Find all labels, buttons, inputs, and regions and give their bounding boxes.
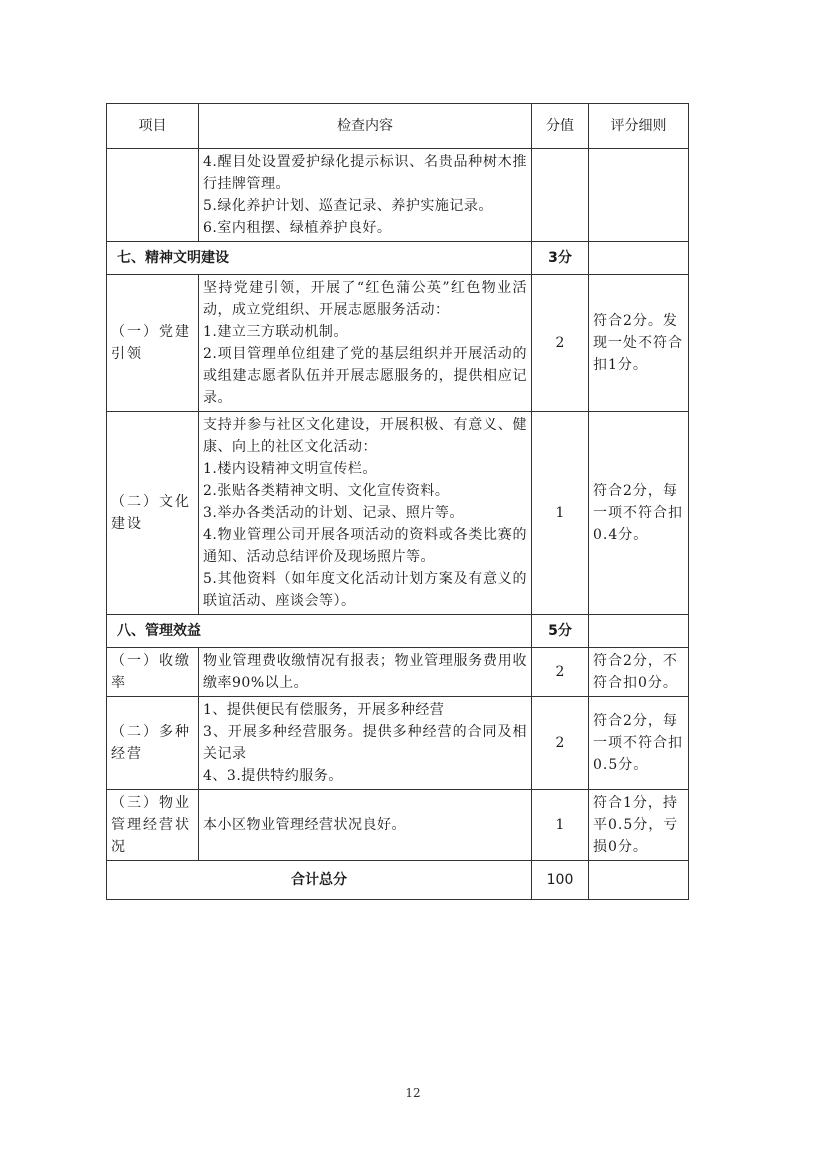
- scoring-table: [106, 103, 689, 900]
- section-title: 七、精神文明建设: [107, 242, 532, 275]
- header-detail: 评分细则: [589, 104, 689, 149]
- item-cell: （二）多种经营: [107, 697, 199, 790]
- page-number: 12: [405, 1086, 421, 1100]
- content-cell: [199, 648, 532, 697]
- item-cell: （一）党建引领: [107, 275, 199, 412]
- header-score: 分值: [532, 104, 589, 149]
- total-label: 合计总分: [107, 861, 532, 900]
- table-header-row: [107, 104, 689, 149]
- content-line: 2.项目管理单位组建了党的基层组织并开展活动的或组建志愿者队伍并开展志愿服务的，提供相应记录。: [203, 346, 527, 406]
- total-row: [107, 861, 689, 900]
- section-title: 八、管理效益: [107, 615, 532, 648]
- item-cell: （三）物业管理经营状况: [107, 790, 199, 861]
- content-line: 4、3.提供特约服务。: [203, 768, 343, 784]
- table-row: [107, 648, 689, 697]
- content-line: 2.张贴各类精神文明、文化宣传资料。: [203, 483, 450, 499]
- content-cell: [199, 697, 532, 790]
- detail-cell: [589, 149, 689, 242]
- score-cell: 2: [532, 697, 589, 790]
- detail-cell: 符合2分，每一项不符合扣0.4分。: [589, 412, 689, 615]
- item-cell: [107, 149, 199, 242]
- score-cell: 1: [532, 412, 589, 615]
- content-line: 支持并参与社区文化建设，开展积极、有意义、健康、向上的社区文化活动：: [203, 417, 527, 455]
- content-line: 5.其他资料（如年度文化活动计划方案及有意义的联谊活动、座谈会等）。: [203, 571, 527, 609]
- section-empty-cell: [589, 615, 689, 648]
- item-cell: （一）收缴率: [107, 648, 199, 697]
- content-line: 1.建立三方联动机制。: [203, 324, 348, 340]
- content-line: 6.室内租摆、绿植养护良好。: [203, 220, 392, 236]
- table-row: [107, 697, 689, 790]
- content-line: 坚持党建引领，开展了“红色蒲公英”红色物业活动，成立党组织、开展志愿服务活动：: [203, 280, 527, 318]
- content-cell: [199, 275, 532, 412]
- detail-cell: 符合1分，持平0.5分，亏损0分。: [589, 790, 689, 861]
- table-row: [107, 275, 689, 412]
- content-line: 5.绿化养护计划、巡查记录、养护实施记录。: [203, 198, 493, 214]
- item-cell: （二）文化建设: [107, 412, 199, 615]
- header-content: 检查内容: [199, 104, 532, 149]
- score-cell: 2: [532, 648, 589, 697]
- section-row: [107, 242, 689, 275]
- content-line: 4.物业管理公司开展各项活动的资料或各类比赛的通知、活动总结评价及现场照片等。: [203, 527, 527, 565]
- table-row: [107, 412, 689, 615]
- table-row: [107, 790, 689, 861]
- header-item: 项目: [107, 104, 199, 149]
- content-line: 1.楼内设精神文明宣传栏。: [203, 461, 377, 477]
- detail-cell: 符合2分。发现一处不符合扣1分。: [589, 275, 689, 412]
- section-row: [107, 615, 689, 648]
- total-empty-cell: [589, 861, 689, 900]
- content-line: 3、开展多种经营服务。提供多种经营的合同及相关记录: [203, 724, 527, 762]
- content-line: 1、提供便民有偿服务，开展多种经营: [203, 702, 445, 718]
- content-line: 4.醒目处设置爱护绿化提示标识、名贵品种树木推行挂牌管理。: [203, 154, 527, 192]
- detail-cell: 符合2分，不符合扣0分。: [589, 648, 689, 697]
- score-cell: 1: [532, 790, 589, 861]
- content-line: 本小区物业管理经营状况良好。: [203, 817, 406, 833]
- content-line: 物业管理费收缴情况有报表；物业管理服务费用收缴率90%以上。: [203, 653, 527, 691]
- section-empty-cell: [589, 242, 689, 275]
- section-points: 5分: [532, 615, 589, 648]
- total-value: 100: [532, 861, 589, 900]
- score-cell: 2: [532, 275, 589, 412]
- section-points: 3分: [532, 242, 589, 275]
- detail-cell: 符合2分，每一项不符合扣0.5分。: [589, 697, 689, 790]
- table-row: [107, 149, 689, 242]
- content-cell: [199, 412, 532, 615]
- content-line: 3.举办各类活动的计划、记录、照片等。: [203, 505, 464, 521]
- score-cell: [532, 149, 589, 242]
- content-cell: [199, 790, 532, 861]
- content-cell: [199, 149, 532, 242]
